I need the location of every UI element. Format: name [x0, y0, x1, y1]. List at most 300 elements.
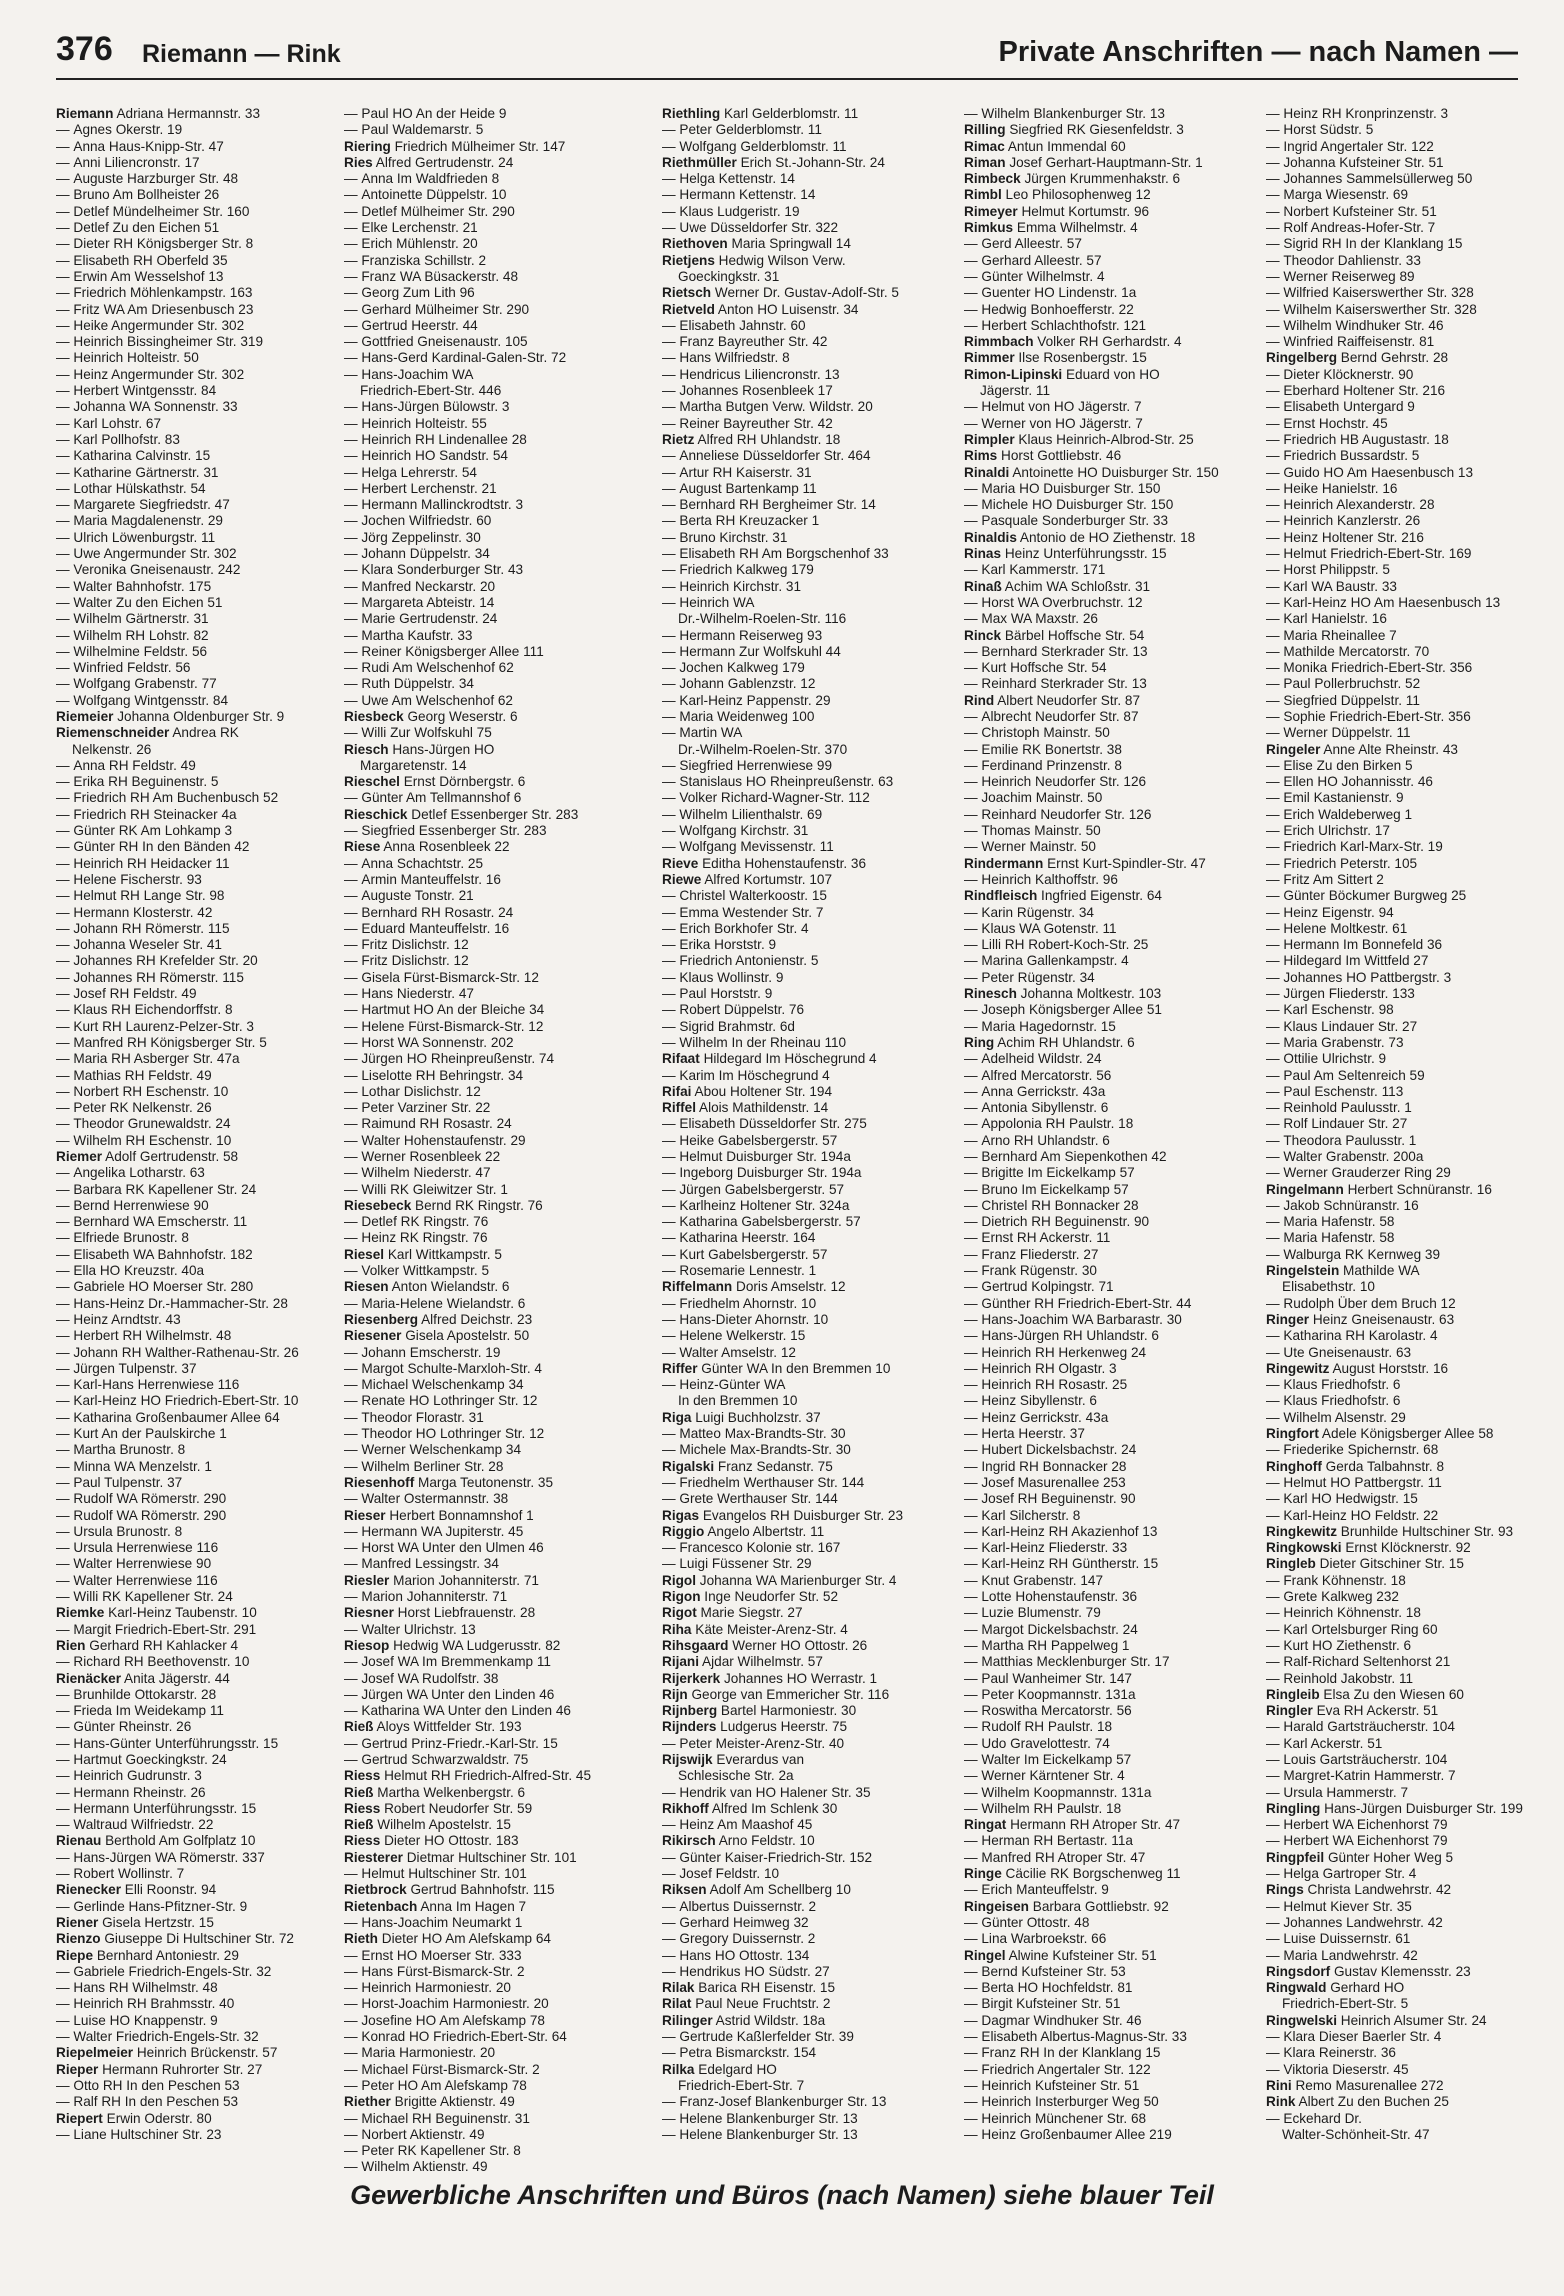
entry [56, 970, 340, 986]
entry [56, 1654, 340, 1670]
entry [964, 1051, 1248, 1067]
entry [662, 1899, 946, 1915]
entry-text: Bernd Herrenwiese 90 [73, 1197, 209, 1213]
entry-text: Astrid Wildstr. 18a [715, 2012, 826, 2028]
entry [56, 513, 340, 529]
entry [56, 839, 340, 855]
entry-continuation [344, 383, 628, 399]
entry-text: Werner HO Ottostr. 26 [732, 1637, 868, 1653]
entry [1266, 1638, 1518, 1654]
surname-entry [662, 1622, 946, 1638]
entry-text: Ulrich Löwenburgstr. 11 [73, 529, 216, 545]
entry [56, 1801, 340, 1817]
entry-text: Gregory Duissernstr. 2 [679, 1931, 816, 1947]
surname-entry [662, 1100, 946, 1116]
entry-text: Detlef Mülheimer Str. 290 [361, 203, 515, 219]
entry-text: Rolf Lindauer Str. 27 [1283, 1116, 1408, 1132]
entry-text: Wilhelm In der Rheinau 110 [679, 1034, 847, 1050]
entry [1266, 432, 1518, 448]
entry [1266, 1393, 1518, 1409]
surname: Ringkewitz [1266, 1523, 1337, 1539]
surname-entry [344, 1198, 628, 1214]
surname-entry [1266, 1263, 1518, 1279]
entry-text: Walter Friedrich-Engels-Str. 32 [73, 2029, 259, 2045]
entry-text: Horst WA Unter den Ulmen 46 [361, 1540, 544, 1556]
entry-text: Wilhelm RH Eschenstr. 10 [73, 1132, 232, 1148]
surname-entry [1266, 1687, 1518, 1703]
entry-text: Maria-Helene Wielandstr. 6 [361, 1295, 526, 1311]
surname-entry [662, 1654, 946, 1670]
entry-text: Friedrich Bussardstr. 5 [1283, 448, 1420, 464]
entry-text: Matthias Mecklenburger Str. 17 [981, 1654, 1170, 1670]
entry [344, 1100, 628, 1116]
entry [964, 1377, 1248, 1393]
entry-text: Johann RH Walther-Rathenau-Str. 26 [73, 1344, 299, 1360]
surname-entry [344, 2094, 628, 2110]
entry [662, 921, 946, 937]
entry-text: Kurt RH Laurenz-Pelzer-Str. 3 [73, 1018, 254, 1034]
entry-text: Dr.-Wilhelm-Roelen-Str. 116 [678, 611, 847, 627]
surname: Riffer [662, 1360, 698, 1376]
entry-text: Ingrid Angertaler Str. 122 [1283, 138, 1434, 154]
surname-entry [56, 709, 340, 725]
entry-text: Horst Philippstr. 5 [1283, 562, 1390, 578]
surname-entry [662, 2013, 946, 2029]
entry-text: Barica RH Eisenstr. 15 [698, 1980, 836, 1996]
entry [1266, 856, 1518, 872]
entry-text: Erich Waldeberweg 1 [1283, 806, 1413, 822]
entry-text: Veronika Gneisenaustr. 242 [73, 562, 241, 578]
entry [964, 758, 1248, 774]
surname: Rimmer [964, 350, 1015, 366]
entry-text: August Horststr. 16 [1332, 1360, 1449, 1376]
entry [662, 953, 946, 969]
entry-text: Gertrud Prinz-Friedr.-Karl-Str. 15 [361, 1735, 558, 1751]
entry-text: Katharina RH Karolastr. 4 [1283, 1328, 1438, 1344]
surname-entry [662, 106, 946, 122]
entry [344, 171, 628, 187]
entry-continuation [1266, 1996, 1518, 2012]
entry [964, 1719, 1248, 1735]
entry [964, 1279, 1248, 1295]
surname: Riesenhoff [344, 1474, 415, 1490]
entry-text: Dieter RH Königsberger Str. 8 [73, 236, 254, 252]
entry-text: Heinrich RH Rosastr. 25 [981, 1377, 1128, 1393]
entry-text: Helmut Friedrich-Ebert-Str. 169 [1283, 546, 1472, 562]
entry-text: Elisabeth Düsseldorfer Str. 275 [679, 1116, 867, 1132]
entry-text: Johanna WA Sonnenstr. 33 [73, 399, 238, 415]
surname-entry [964, 1817, 1248, 1833]
entry [344, 1051, 628, 1067]
entry-text: Josefine HO Am Alefskamp 78 [361, 2012, 545, 2028]
entry-text: Klaus Heinrich-Albrod-Str. 25 [1018, 431, 1194, 447]
entry-text: Ella HO Kreuzstr. 40a [73, 1263, 205, 1279]
entry-text: Heinrich Neudorfer Str. 126 [981, 774, 1147, 790]
entry [662, 1296, 946, 1312]
entry-text: Maria Grabenstr. 73 [1283, 1034, 1404, 1050]
surname-entry [56, 725, 340, 741]
entry [964, 1654, 1248, 1670]
surname-entry [662, 1508, 946, 1524]
entry-text: Hans-Jürgen HO [392, 741, 495, 757]
entry-text: Hendrik van HO Halener Str. 35 [679, 1784, 871, 1800]
entry-text: Louis Gartsträucherstr. 104 [1283, 1751, 1448, 1767]
surname-entry [56, 2062, 340, 2078]
entry-text: Günter WA In den Bremmen 10 [701, 1360, 891, 1376]
entry [1266, 1198, 1518, 1214]
entry [662, 1214, 946, 1230]
entry [1266, 758, 1518, 774]
entry-text: Walburga RK Kernweg 39 [1283, 1246, 1441, 1262]
entry-text: Antonia Sibyllenstr. 6 [981, 1100, 1109, 1116]
entry-text: Heinrich Alexanderstr. 28 [1283, 497, 1435, 513]
entry [662, 970, 946, 986]
entry-text: Roswitha Mercatorstr. 56 [981, 1703, 1132, 1719]
entry [662, 1116, 946, 1132]
surname-entry [662, 1051, 946, 1067]
entry [1266, 383, 1518, 399]
surname-entry [56, 1948, 340, 1964]
entry-text: Franz Sedanstr. 75 [717, 1458, 833, 1474]
entry-text: Heinrich WA [679, 594, 755, 610]
surname: Rieper [56, 2061, 99, 2077]
entry [662, 513, 946, 529]
surname: Ringeisen [964, 1898, 1029, 1914]
entry-text: Berta RH Kreuzacker 1 [679, 513, 820, 529]
entry [964, 2094, 1248, 2110]
entry-text: Gertrud Schwarzwaldstr. 75 [361, 1751, 529, 1767]
entry [662, 546, 946, 562]
entry-text: Martha RH Pappelweg 1 [981, 1637, 1130, 1653]
entry [1266, 823, 1518, 839]
entry-text: Luzie Blumenstr. 79 [981, 1605, 1101, 1621]
entry-text: Hubert Dickelsbachstr. 24 [981, 1442, 1137, 1458]
entry-text: Bernd RK Ringstr. 76 [415, 1197, 543, 1213]
entry-text: Herbert Schnüranstr. 16 [1347, 1181, 1492, 1197]
surname: Rikhoff [662, 1800, 709, 1816]
entry [662, 937, 946, 953]
entry-text: Ursula Herrenwiese 116 [73, 1540, 219, 1556]
entry-text: Karin Rügenstr. 34 [981, 904, 1094, 920]
entry [964, 1393, 1248, 1409]
entry-text: Wolfgang Wintgensstr. 84 [73, 692, 229, 708]
entry [1266, 1133, 1518, 1149]
entry [344, 513, 628, 529]
surname: Rieß [344, 1817, 374, 1833]
surname-entry [662, 1361, 946, 1377]
entry-text: Hermann Zur Wolfskuhl 44 [679, 643, 841, 659]
entry-text: Adriana Hermannstr. 33 [116, 106, 261, 121]
entry-text: Friedrich Kalkweg 179 [679, 562, 814, 578]
entry-text: Anita Jägerstr. 44 [124, 1670, 230, 1686]
entry-text: Lilli RH Robert-Koch-Str. 25 [981, 937, 1149, 953]
surname: Riesel [344, 1246, 385, 1262]
surname: Rieve [662, 855, 699, 871]
surname-entry [964, 579, 1248, 595]
entry-text: George van Emmericher Str. 116 [691, 1686, 890, 1702]
surname: Ringel [964, 1947, 1006, 1963]
entry-text: Heinz Angermunder Str. 302 [73, 366, 245, 382]
entry-text: Herbert Schlachthofstr. 121 [981, 317, 1147, 333]
entry [1266, 546, 1518, 562]
entry-text: Robert Neudorfer Str. 59 [384, 1800, 533, 1816]
entry-text: Pasquale Sonderburger Str. 33 [981, 513, 1169, 529]
entry [344, 628, 628, 644]
entry [662, 823, 946, 839]
entry-text: Norbert RH Eschenstr. 10 [73, 1083, 229, 1099]
entry-text: Alfred Deichstr. 23 [421, 1311, 533, 1327]
surname: Rieschel [344, 774, 400, 790]
entry-text: Erich Manteuffelstr. 9 [981, 1882, 1109, 1898]
entry-text: Detlef Essenberger Str. 283 [411, 806, 579, 822]
entry-text: Hans Fürst-Bismarck-Str. 2 [361, 1963, 525, 1979]
entry-text: Reinhold Paulusstr. 1 [1283, 1100, 1412, 1116]
entry-text: Dieter Gitschiner Str. 15 [1319, 1556, 1464, 1572]
surname-entry [662, 1882, 946, 1898]
surname-entry [1266, 742, 1518, 758]
entry-text: Herbert RH Wilhelmstr. 48 [73, 1328, 232, 1344]
entry-text: Heinrich Insterburger Weg 50 [981, 2094, 1159, 2110]
entry [964, 1459, 1248, 1475]
surname-entry [344, 807, 628, 823]
entry-text: Katharina Heerstr. 164 [679, 1230, 816, 1246]
entry [344, 611, 628, 627]
entry-text: Maria RH Asberger Str. 47a [73, 1051, 240, 1067]
surname-entry [964, 1866, 1248, 1882]
entry-text: Helene Blankenburger Str. 13 [679, 2110, 858, 2126]
entry-text: Ottilie Ulrichstr. 9 [1283, 1051, 1387, 1067]
entry [964, 1084, 1248, 1100]
surname: Ringsdorf [1266, 1963, 1331, 1979]
entry-text: Anna Im Hagen 7 [420, 1898, 527, 1914]
entry [1266, 399, 1518, 415]
entry-text: Josef Feldstr. 10 [679, 1866, 780, 1882]
entry [964, 1638, 1248, 1654]
entry [662, 1230, 946, 1246]
entry [56, 790, 340, 806]
entry-text: Karl Eschenstr. 98 [1283, 1002, 1394, 1018]
entry [1266, 1622, 1518, 1638]
surname-entry [344, 1312, 628, 1328]
entry-text: Lotte Hohenstaufenstr. 36 [981, 1589, 1138, 1605]
entry-text: Brunhilde Ottokarstr. 28 [73, 1686, 217, 1702]
surname-entry [964, 448, 1248, 464]
entry [1266, 807, 1518, 823]
entry-text: Uwe Düsseldorfer Str. 322 [679, 220, 839, 236]
entry [1266, 139, 1518, 155]
entry [964, 1068, 1248, 1084]
entry-text: Alfred Kortumstr. 107 [704, 871, 833, 887]
entry-text: Gertrud Kolpingstr. 71 [981, 1279, 1114, 1295]
entry-text: Margareta Abteistr. 14 [361, 594, 495, 610]
surname: Riesebeck [344, 1197, 412, 1213]
entry [56, 481, 340, 497]
entry-text: Everardus van [716, 1751, 805, 1767]
entry [662, 350, 946, 366]
surname: Ringleb [1266, 1556, 1316, 1572]
entry [56, 595, 340, 611]
entry-text: Siegfried Düppelstr. 11 [1283, 692, 1420, 708]
entry-text: Marion Johanniterstr. 71 [361, 1589, 508, 1605]
entry-text: Heike Gabelsbergerstr. 57 [679, 1132, 838, 1148]
entry [56, 546, 340, 562]
entry [662, 1964, 946, 1980]
entry [964, 302, 1248, 318]
entry-text: Max WA Maxstr. 26 [981, 611, 1098, 627]
entry [1266, 1508, 1518, 1524]
entry-text: Gustav Klemensstr. 23 [1333, 1963, 1471, 1979]
surname-entry [662, 1589, 946, 1605]
entry [662, 1785, 946, 1801]
entry [1266, 481, 1518, 497]
surname-entry [662, 1410, 946, 1426]
entry-text: Minna WA Menzelstr. 1 [73, 1458, 212, 1474]
entry-text: Günter Wilhelmstr. 4 [981, 268, 1105, 284]
entry-text: Eduard von HO [1065, 366, 1160, 382]
entry [56, 1996, 340, 2012]
entry-text: Walter Ulrichstr. 13 [361, 1621, 476, 1637]
entry-text: Wilhelm Koopmannstr. 131a [981, 1784, 1152, 1800]
entry-text: Manfred RH Königsberger Str. 5 [73, 1034, 267, 1050]
surname-entry [662, 1801, 946, 1817]
entry [56, 1263, 340, 1279]
entry [344, 2013, 628, 2029]
entry-text: Rudolf WA Römerstr. 290 [73, 1491, 227, 1507]
entry [344, 1540, 628, 1556]
entry-text: Knut Grabenstr. 147 [981, 1572, 1104, 1588]
surname-entry [662, 1833, 946, 1849]
entry-text: Maria Harmoniestr. 20 [361, 2045, 496, 2061]
surname-entry [1266, 1182, 1518, 1198]
entry [1266, 1442, 1518, 1458]
entry [56, 1296, 340, 1312]
entry [56, 1687, 340, 1703]
surname-entry [1266, 1426, 1518, 1442]
entry-text: Theodor Dahlienstr. 33 [1283, 252, 1421, 268]
entry [662, 774, 946, 790]
entry [56, 448, 340, 464]
entry-text: Siegfried Essenberger Str. 283 [361, 823, 547, 839]
entry [56, 1002, 340, 1018]
entry [56, 530, 340, 546]
entry-continuation [662, 269, 946, 285]
entry [1266, 465, 1518, 481]
entry-text: Heinz Großenbaumer Allee 219 [981, 2126, 1172, 2142]
entry-text: Dieter HO Am Alefskamp 64 [381, 1931, 551, 1947]
entry-text: Ajdar Wilhelmstr. 57 [702, 1654, 823, 1670]
surname-entry [662, 1719, 946, 1735]
entry [1266, 1214, 1518, 1230]
entry [344, 1915, 628, 1931]
entry-text: Barbara RK Kapellener Str. 24 [73, 1181, 257, 1197]
surname-entry [964, 350, 1248, 366]
surname-entry [662, 1459, 946, 1475]
entry [964, 236, 1248, 252]
entry-text: Wilhelm RH Lohstr. 82 [73, 627, 209, 643]
entry-text: Karl-Heinz HO Friedrich-Ebert-Str. 10 [73, 1393, 299, 1409]
entry [964, 1019, 1248, 1035]
entry [964, 1296, 1248, 1312]
entry [1266, 106, 1518, 122]
entry-text: Margot Schulte-Marxloh-Str. 4 [361, 1360, 542, 1376]
surname: Riha [662, 1621, 692, 1637]
entry-text: Elisabeth WA Bahnhofstr. 182 [73, 1246, 253, 1262]
entry-text: Johanna WA Marienburger Str. 4 [699, 1572, 897, 1588]
entry-text: Michele HO Duisburger Str. 150 [981, 497, 1174, 513]
surname-entry [1266, 1556, 1518, 1572]
entry-text: Volker Richard-Wagner-Str. 112 [679, 790, 870, 806]
entry-continuation [662, 1768, 946, 1784]
entry-text: Maria Hafenstr. 58 [1283, 1230, 1395, 1246]
entry-text: Heinz Holtener Str. 216 [1283, 529, 1424, 545]
entry [1266, 1296, 1518, 1312]
surname-entry [662, 1638, 946, 1654]
entry [56, 693, 340, 709]
entry-text: Erich St.-Johann-Str. 24 [740, 154, 885, 170]
surname: Rienau [56, 1833, 102, 1849]
surname-entry [344, 709, 628, 725]
surname-entry [662, 285, 946, 301]
entry [964, 839, 1248, 855]
entry [662, 790, 946, 806]
entry [56, 1703, 340, 1719]
entry [964, 285, 1248, 301]
surname-entry [344, 1475, 628, 1491]
surname-entry [1266, 1980, 1518, 1996]
entry [1266, 2029, 1518, 2045]
entry [56, 1556, 340, 1572]
entry-text: Heinz-Günter WA [679, 1377, 786, 1393]
entry [344, 595, 628, 611]
entry-text: Rudolf RH Paulstr. 18 [981, 1719, 1113, 1735]
entry-text: Elsa Zu den Wiesen 60 [1323, 1686, 1464, 1702]
entry-text: Karl Kammerstr. 171 [981, 562, 1106, 578]
surname-entry [964, 220, 1248, 236]
entry [662, 367, 946, 383]
entry [56, 644, 340, 660]
entry-text: Rudolph Über dem Bruch 12 [1283, 1295, 1456, 1311]
entry-text: Ludgerus Heerstr. 75 [720, 1719, 848, 1735]
surname: Riffelmann [662, 1279, 733, 1295]
surname: Ringwelski [1266, 2012, 1338, 2028]
entry-text: Jürgen Tulpenstr. 37 [73, 1360, 197, 1376]
surname: Rilka [662, 2061, 695, 2077]
surname: Rindfleisch [964, 888, 1038, 904]
entry [964, 269, 1248, 285]
entry [56, 823, 340, 839]
entry-text: Johannes Rosenbleek 17 [679, 383, 833, 399]
surname-entry [344, 1247, 628, 1263]
entry [56, 367, 340, 383]
entry-text: Heinz RK Ringstr. 76 [361, 1230, 488, 1246]
entry [344, 1654, 628, 1670]
entry [344, 1736, 628, 1752]
entry [56, 399, 340, 415]
entry-text: Siegfried Herrenwiese 99 [679, 757, 833, 773]
surname-entry [662, 432, 946, 448]
entry [56, 318, 340, 334]
entry-text: Matteo Max-Brandts-Str. 30 [679, 1426, 846, 1442]
entry [56, 807, 340, 823]
surname-entry [964, 187, 1248, 203]
entry [964, 318, 1248, 334]
entry-text: Achim WA Schloßstr. 31 [1004, 578, 1151, 594]
entry-text: Karim Im Höschegrund 4 [679, 1067, 830, 1083]
entry-text: Klaus Friedhofstr. 6 [1283, 1393, 1401, 1409]
entry [1266, 1051, 1518, 1067]
entry-text: Karl Ackerstr. 51 [1283, 1735, 1383, 1751]
entry-text: Norbert Aktienstr. 49 [361, 2126, 485, 2142]
